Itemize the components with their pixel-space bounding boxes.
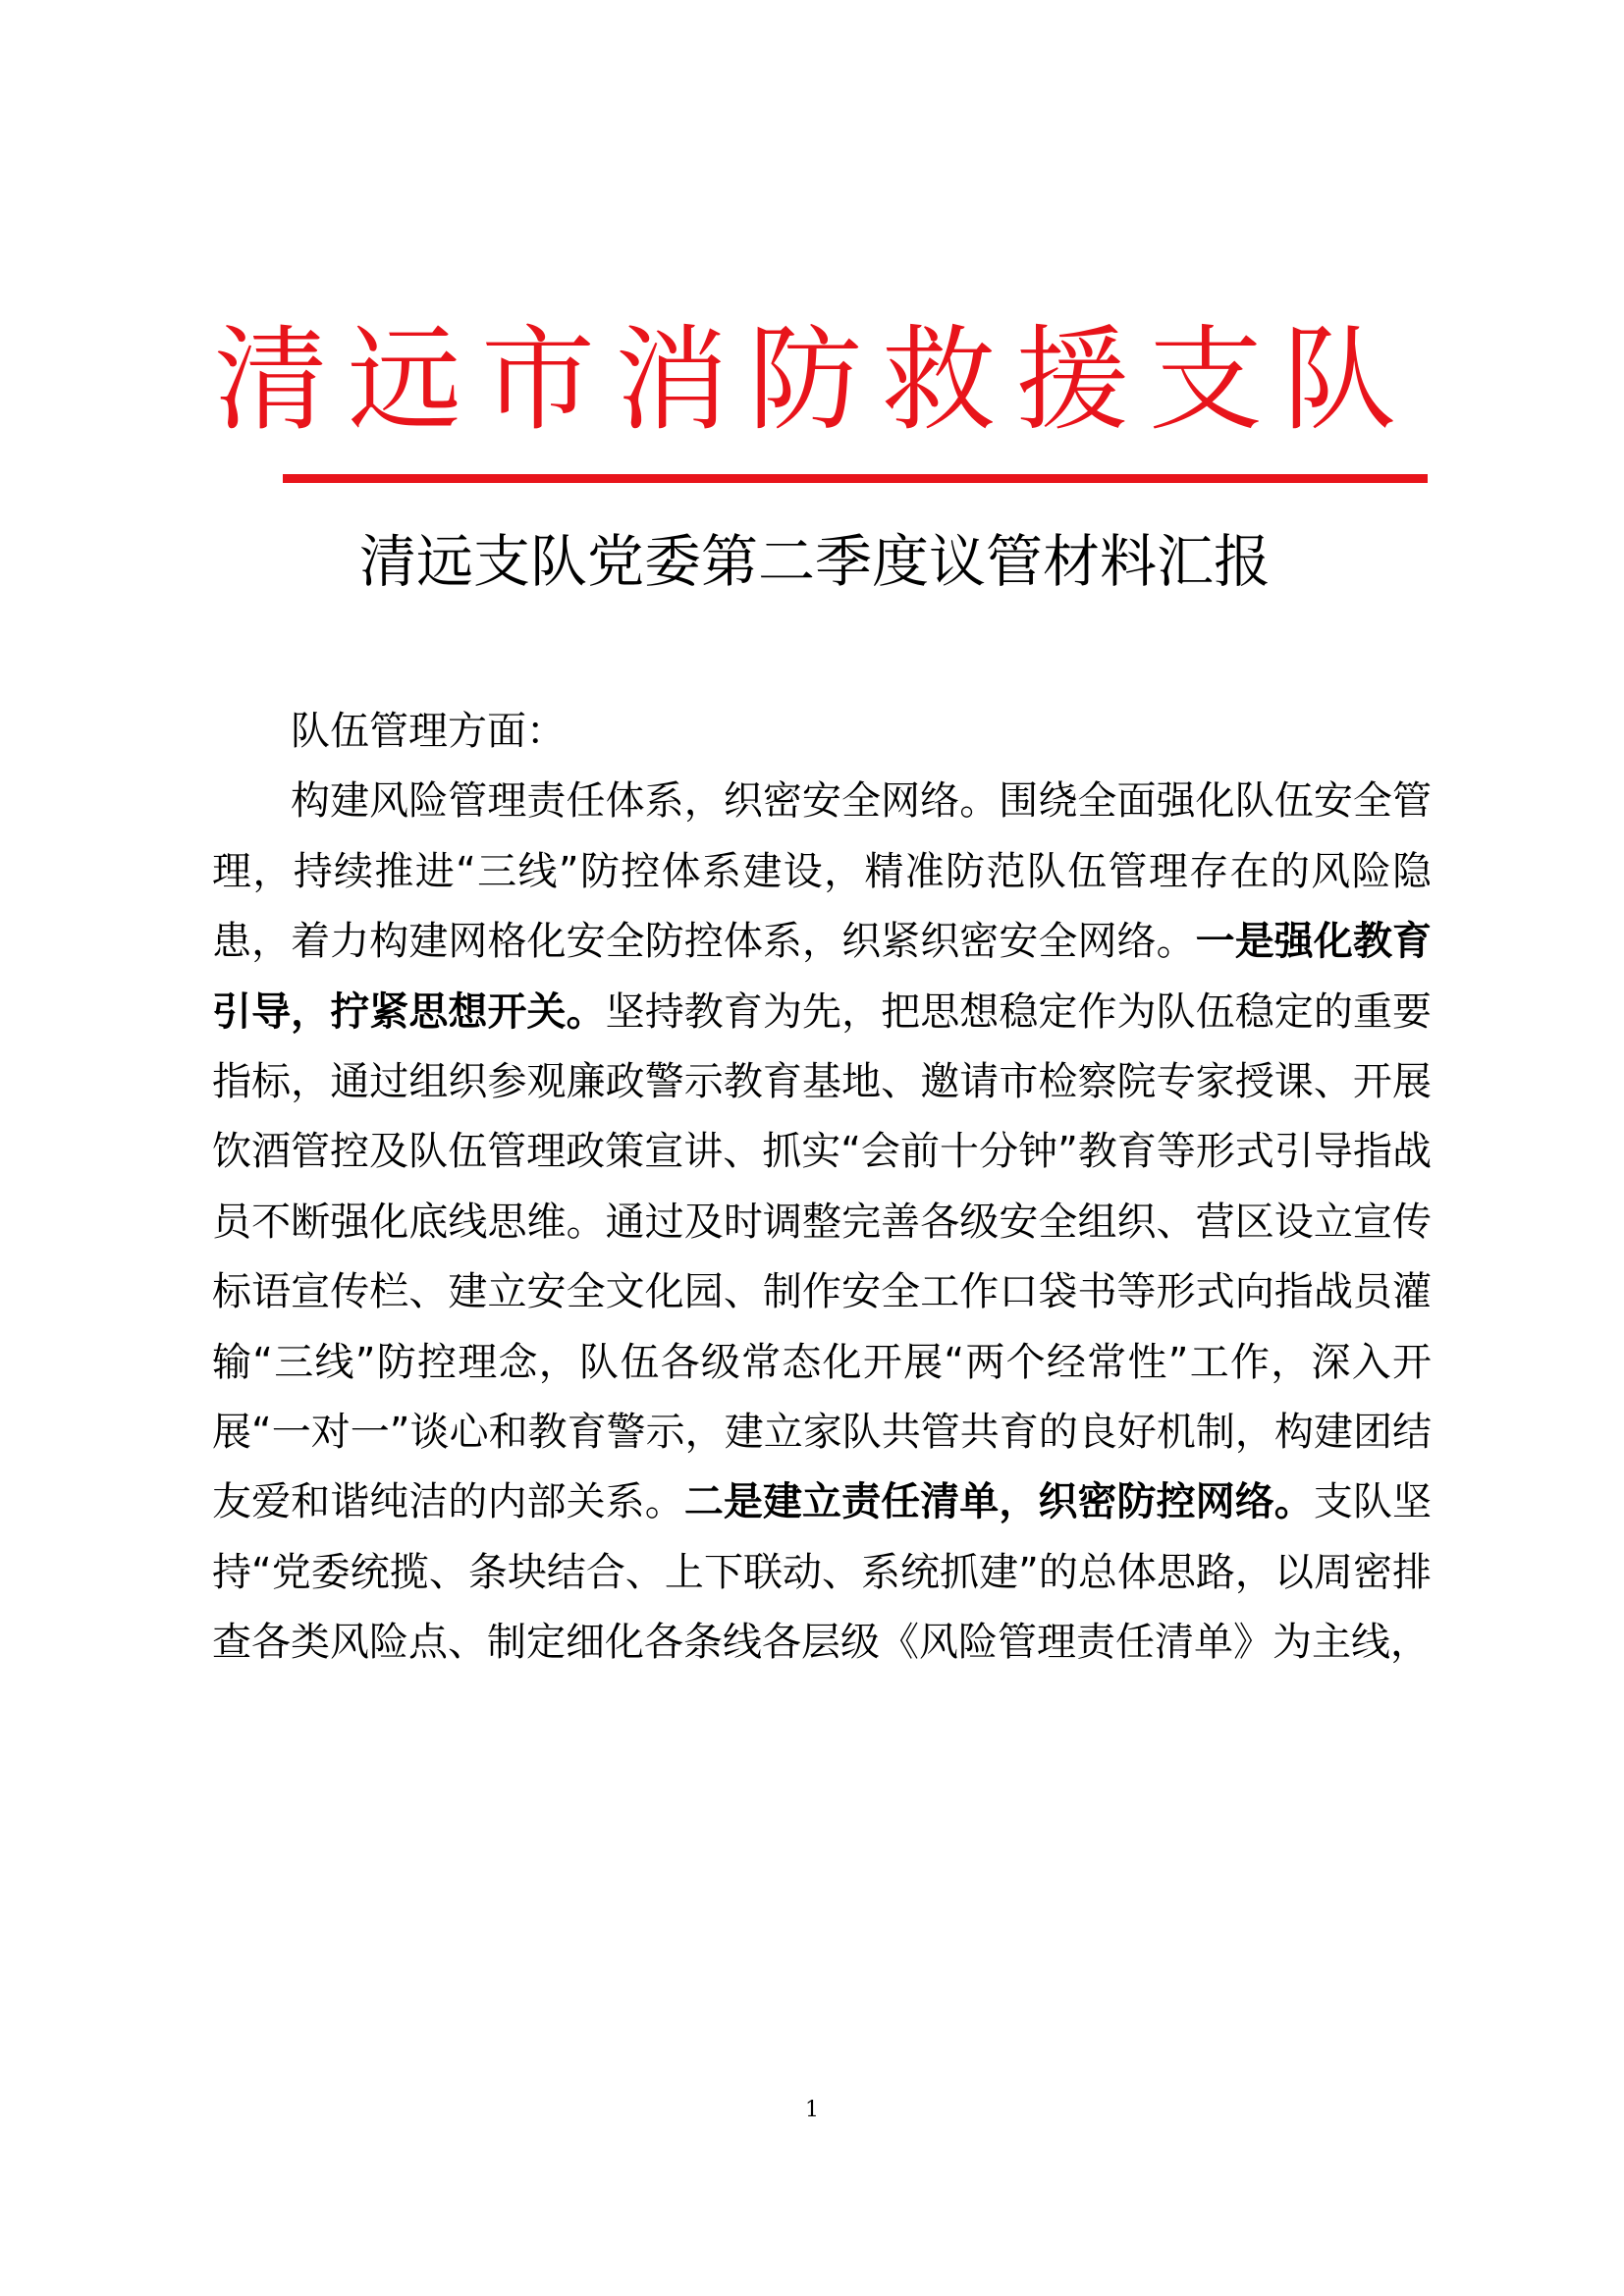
letterhead-organization: 清远市消防救援支队 (214, 314, 1416, 447)
point-one-lead: 一是强化教育引导，拧紧思想开关。 (212, 919, 1433, 1035)
paragraph-intro: 构建风险管理责任体系，织密安全网络。围绕全面强化队伍安全管理，持续推进“三线”防控体系建设，精准防范队伍管理存在的风险隐患，着力构建网格化安全防控体系，织紧织密安全网络。 (212, 778, 1432, 965)
document-body (212, 697, 1432, 1679)
body-paragraph (212, 767, 1432, 1678)
document-title: 清远支队党委第二季度议管材料汇报 (358, 528, 1271, 595)
point-one-text: 坚持教育为先，把思想稳定作为队伍稳定的重要指标，通过组织参观廉政警示教育基地、邀请市检察院专家授课、开展饮酒管控及队伍管理政策宣讲、抓实“会前十分钟”教育等形式引导指战员不断强化底线思维。通过及时调整完善各级安全组织、营区设立宣传标语宣传栏、建立安全文化园、制作安全工作口袋书等形式向指战员灌输“三线”防控理念，队伍各级常态化开展“两个经常性”工作，深入开展“一对一”谈心和教育警示，建立家队共管共育的良好机制，构建团结友爱和谐纯洁的内部关系。 (212, 988, 1433, 1525)
point-two-lead: 二是建立责任清单，织密防控网络。 (683, 1479, 1314, 1525)
letterhead-red-rule (283, 474, 1428, 483)
section-heading: 队伍管理方面： (291, 709, 566, 754)
page-number: 1 (805, 2098, 819, 2122)
point-two-text: 支队坚持“党委统揽、条块结合、上下联动、系统抓建”的总体思路，以周密排查各类风险点、制定细化各条线各层级《风险管理责任清单》为主线， (212, 1479, 1433, 1666)
